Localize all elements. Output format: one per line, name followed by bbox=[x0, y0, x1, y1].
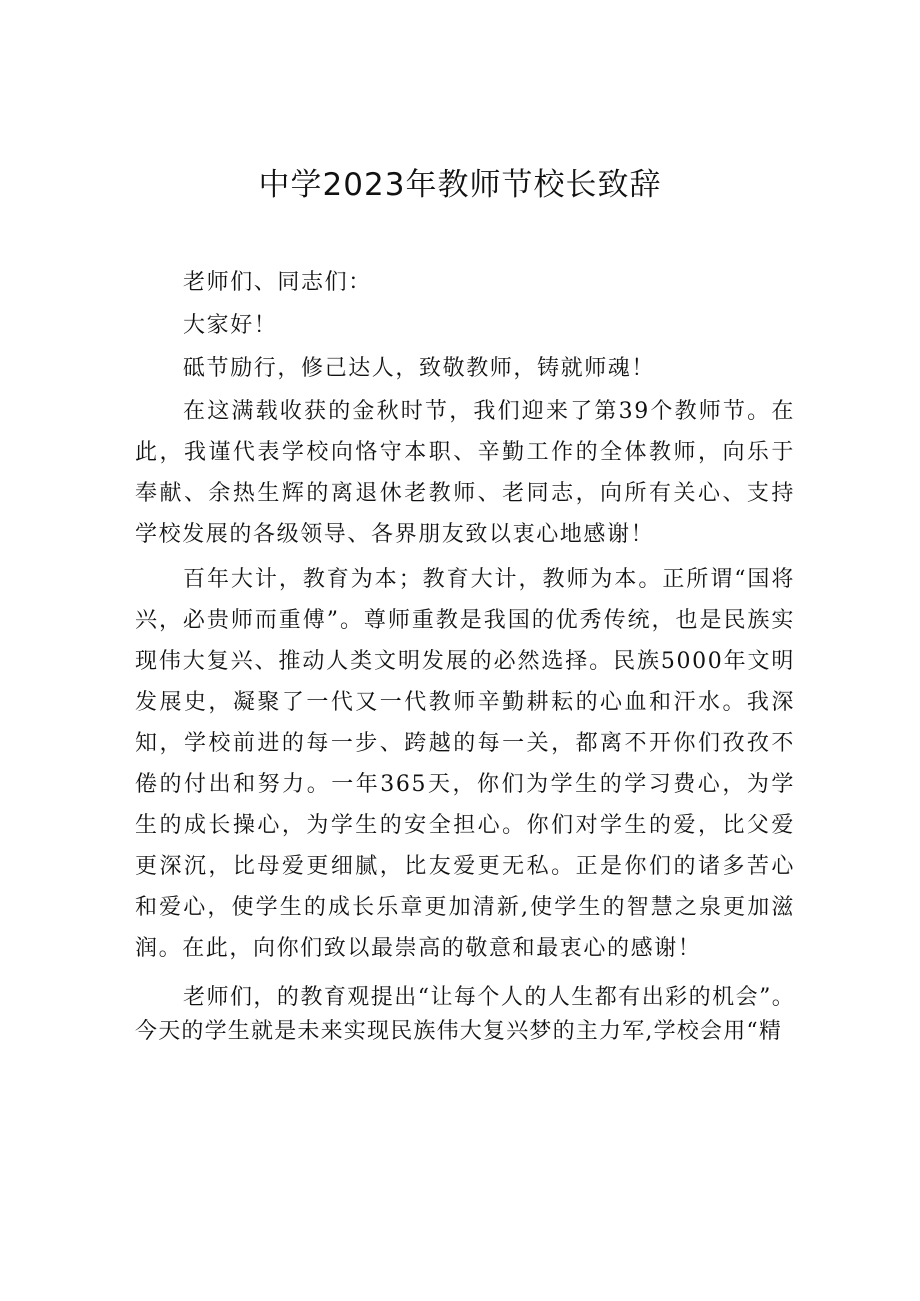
motto-paragraph: 砥节励行，修己达人，致敬教师，铸就师魂！ bbox=[183, 356, 656, 381]
education-paragraph: 百年大计，教育为本；教育大计，教师为本。正所谓“国将兴，必贵师而重傅”。尊师重教是我国的优秀传统，也是民族实现伟大复兴、推动人类文明发展的必然选择。民族5000年文明发展史，凝聚了一代又一代教师辛勤耕耘的心血和汗水。我深知，学校前进的每一步、跨越的每一关，都离不开你们孜孜不倦的付出和努力。一年365天，你们为学生的学习费心，为学生的成长操心，为学生的安全担心。你们对学生的爱，比父爱更深沉，比母爱更细腻，比友爱更无私。正是你们的诸多苦心和爱心，使学生的成长乐章更加清新,使学生的智慧之泉更加滋润。在此，向你们致以最崇高的敬意和最衷心的感谢！ bbox=[135, 567, 795, 961]
salutation-paragraph: 老师们、同志们： bbox=[183, 270, 372, 295]
document-body bbox=[135, 262, 795, 1049]
greeting-paragraph: 大家好！ bbox=[183, 313, 278, 338]
closing-paragraph: 老师们，的教育观提出“让每个人的人生都有出彩的机会”。今天的学生就是未来实现民族伟大复兴梦的主力军,学校会用“精 bbox=[135, 985, 795, 1044]
document-title: 中学2023年教师节校长致辞 bbox=[258, 167, 662, 203]
thanks-paragraph: 在这满载收获的金秋时节，我们迎来了第39个教师节。在此，我谨代表学校向恪守本职、辛勤工作的全体教师，向乐于奉献、余热生辉的离退休老教师、老同志，向所有关心、支持学校发展的各级领导、各界朋友致以衷心地感谢！ bbox=[135, 399, 795, 547]
